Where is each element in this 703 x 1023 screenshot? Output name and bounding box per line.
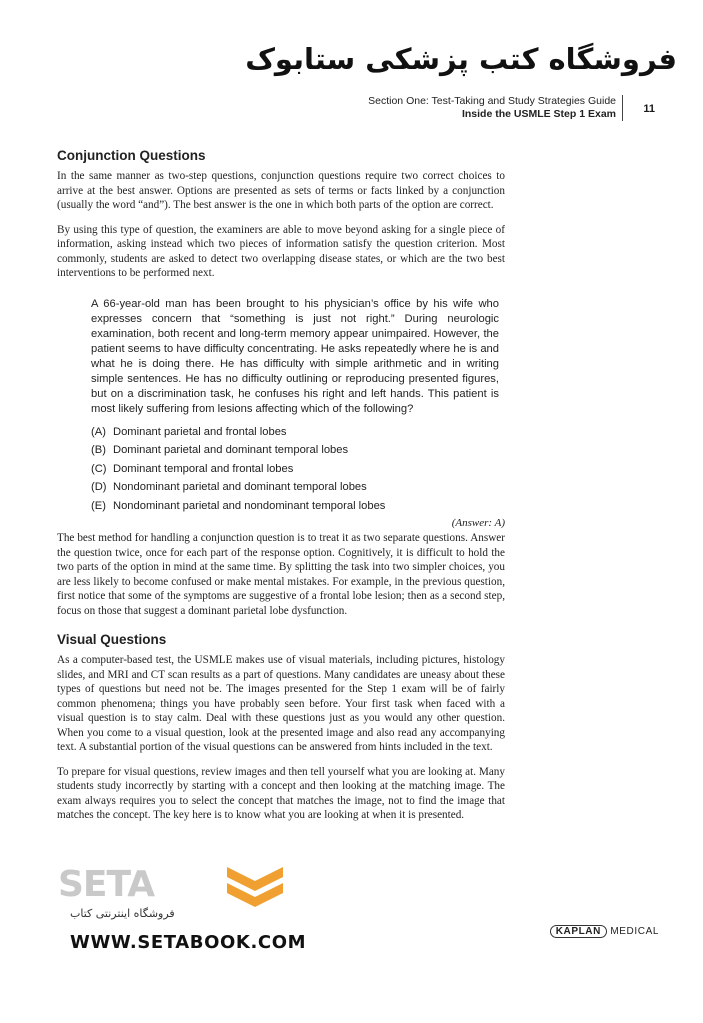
publisher-mark: KAPLAN [550,925,607,938]
logo-tagline: فروشگاه اینترنتی کتاب [70,907,175,920]
subsection-line: Inside the USMLE Step 1 Exam [461,108,616,120]
site-url[interactable]: WWW.SETABOOK.COM [70,932,307,953]
setabook-logo-icon [223,861,287,913]
conjunction-paragraph-3: The best method for handling a conjunction question is to treat it as two separate questions. Answer the question twice, once for each part of the response option. Cognitively, it is difficult to hold the two parts of the option in mind at the same time. By splitting the task into two simpler choices, you are less likely to become confused or make mental mistakes. For example, in the previous question, first notice that some of the symptoms are suggestive of a frontal lobe lesion; then as a second step, focus on those that suggest a dominant parietal lobe dysfunction. [57,532,505,617]
option-a: (A) Dominant parietal and frontal lobes [91,425,287,438]
conjunction-heading: Conjunction Questions [57,148,206,163]
conjunction-paragraph-1: In the same manner as two-step questions, conjunction questions require two correct choices to arrive at the best answer. Options are presented as sets of terms or facts linked by a conjunction (usually the word “and”). The best answer is the one in which both parts of the option are correct. [57,170,505,211]
sample-question [91,297,499,514]
visual-paragraph-2: To prepare for visual questions, review images and then tell yourself what you are looking at. Many students study incorrectly by starting with a concept and then looking at the matching image. The exam always requires you to select the concept that matches the image, not to find the image that matches the concept. The key here is to know what you are looking at when it is presented. [57,765,505,822]
page-content [57,148,505,833]
publisher-word: MEDICAL [610,926,659,937]
visual-paragraph-1: As a computer-based test, the USMLE makes use of visual materials, including pictures, histology slides, and MRI and CT scan results as a part of questions. Many candidates are uneasy about these types of questions but need not be. The images presented for the Step 1 exam will be of fairly common phenomena; things you have probably seen before. Your first task when faced with a visual question is to stay calm. Deal with these questions just as you would any other question. When you come to a visual question, look at the presented image and also read any accompanying text. A substantial portion of the visual questions can be answered from hints included in the text. [57,654,505,754]
option-b: (B) Dominant parietal and dominant temporal lobes [91,444,349,457]
option-c: (C) Dominant temporal and frontal lobes [91,462,294,475]
answer-key: (Answer: A) [451,517,505,530]
running-head [368,95,623,121]
store-title: فروشگاه کتب پزشکی ستابوک [245,42,677,76]
conjunction-paragraph-2: By using this type of question, the examiners are able to move beyond asking for a single piece of information, asking instead which two pieces of information satisfy the question criterion. Most commonly, students are asked to detect two overlapping disease states, or which are the two best interventions to be performed next. [57,223,505,279]
logo-letters: SETA [58,864,155,905]
option-d: (D) Nondominant parietal and dominant temporal lobes [91,481,367,494]
publisher-logo [550,925,659,938]
option-e: (E) Nondominant parietal and nondominant temporal lobes [91,499,386,512]
visual-heading: Visual Questions [57,632,167,648]
page-number: 11 [643,103,655,115]
setabook-logo [50,855,300,935]
question-stem: A 66-year-old man has been brought to his physician’s office by his wife who expresses concern that “something is just not right.” During neurologic examination, both recent and long-term memory appear unimpaired. However, the patient seems to have difficulty concentrating. He asks repeatedly where he is and what he is doing there. He has difficulty with simple arithmetic and in writing simple sentences. He has no difficulty outlining or reproducing presented figures, but on a discrimination task, he confuses his right and left hands. This patient is most likely suffering from lesions affecting which of the following? [91,297,499,415]
section-line: Section One: Test-Taking and Study Strategies Guide [368,95,616,107]
answer-options [91,425,499,514]
